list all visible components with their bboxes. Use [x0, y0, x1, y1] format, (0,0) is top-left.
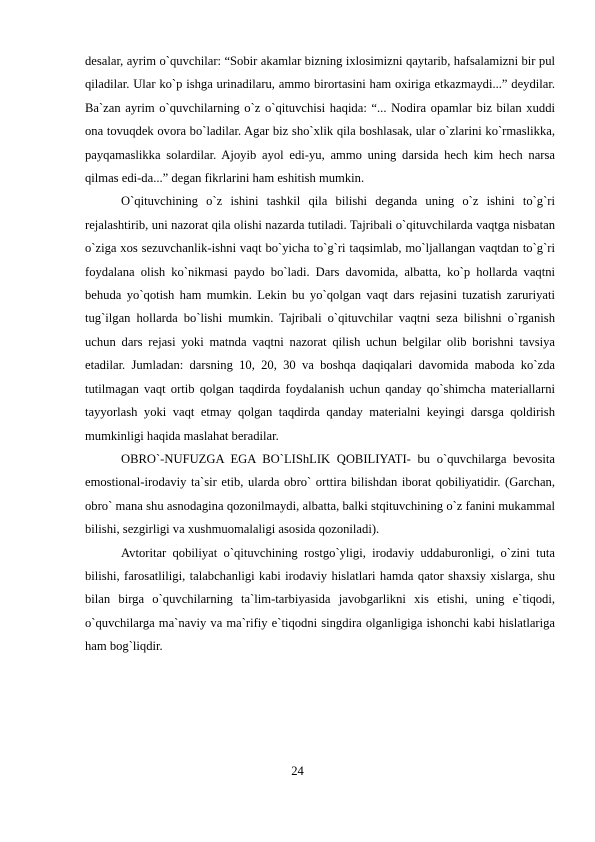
page-body [85, 50, 555, 659]
paragraph-1: desalar, ayrim o`quvchilar: “Sobir akamlar bizning ixlosimizni qaytarib, hafsalamizni bir pul qiladilar. Ular ko`p ishga urinadilaru, ammo birortasini ham oxiriga etkazmaydi...” deydilar. Ba`zan ayrim o`quvchilarning o`z o`qituvchisi haqida: “... Nodira opamlar biz bilan xuddi ona tovuqdek ovora bo`ladilar. Agar biz sho`xlik qila boshlasak, ular o`zlarini ko`rmaslikka, payqamaslikka solardilar. Ajoyib ayol edi-yu, ammo uning darsida hech kim hech narsa qilmas edi-da...” degan fikrlarini ham eshitish mumkin. [85, 54, 555, 186]
paragraph-4: Avtoritar qobiliyat o`qituvchining rostgo`yligi, irodaviy uddaburonligi, o`zini tuta bilishi, farosatliligi, talabchanligi kabi irodaviy hislatlari hamda qator shaxsiy xislarga, shu bilan birga o`quvchilarning ta`lim-tarbiyasida javobgarlikni xis etishi, uning e`tiqodi, o`quvchilarga ma`naviy va ma`rifiy e`tiqodni singdira olganligiga ishonchi kabi hislatlariga ham bog`liqdir. [85, 545, 555, 654]
paragraph-3: OBRO`-NUFUZGA EGA BO`LIShLIK QOBILIYATI- bu o`quvchilarga bevosita emostional-irodaviy ta`sir etib, ularda obro` orttira bilishdan iborat qobiliyatidir. (Garchan, obro` mana shu asnodagina qozonilmaydi, albatta, balki stqituvchining o`z fanini mukammal bilishi, sezgirligi va xushmuomalaligi asosida qozoniladi). [85, 451, 555, 537]
paragraph-2: O`qituvchining o`z ishini tashkil qila bilishi deganda uning o`z ishini to`g`ri rejalashtirib, uni nazorat qila olishi nazarda tutiladi. Tajribali o`qituvchilarda vaqtga nisbatan o`ziga xos sezuvchanlik-ishni vaqt bo`yicha to`g`ri taqsimlab, mo`ljallangan vaqtdan to`g`ri foydalana olish ko`nikmasi paydo bo`ladi. Dars davomida, albatta, ko`p hollarda vaqtni behuda yo`qotish ham mumkin. Lekin bu yo`qolgan vaqt dars rejasini tuzatish zaruriyati tug`ilgan hollarda bo`lishi mumkin. Tajribali o`qituvchilar vaqtni seza bilishni o`rganish uchun dars rejasi yoki matnda vaqtni nazorat qilish uchun belgilar olib borishni tavsiya etadilar. Jumladan: darsning 10, 20, 30 va boshqa daqiqalari davomida maboda ko`zda tutilmagan vaqt ortib qolgan taqdirda foydalanish uchun qanday qo`shimcha materiallarni tayyorlash yoki vaqt etmay qolgan taqdirda qanday materialni keyingi darsga qoldirish mumkinligi haqida maslahat beradilar. [85, 194, 555, 443]
page-number: 24 [291, 764, 304, 778]
